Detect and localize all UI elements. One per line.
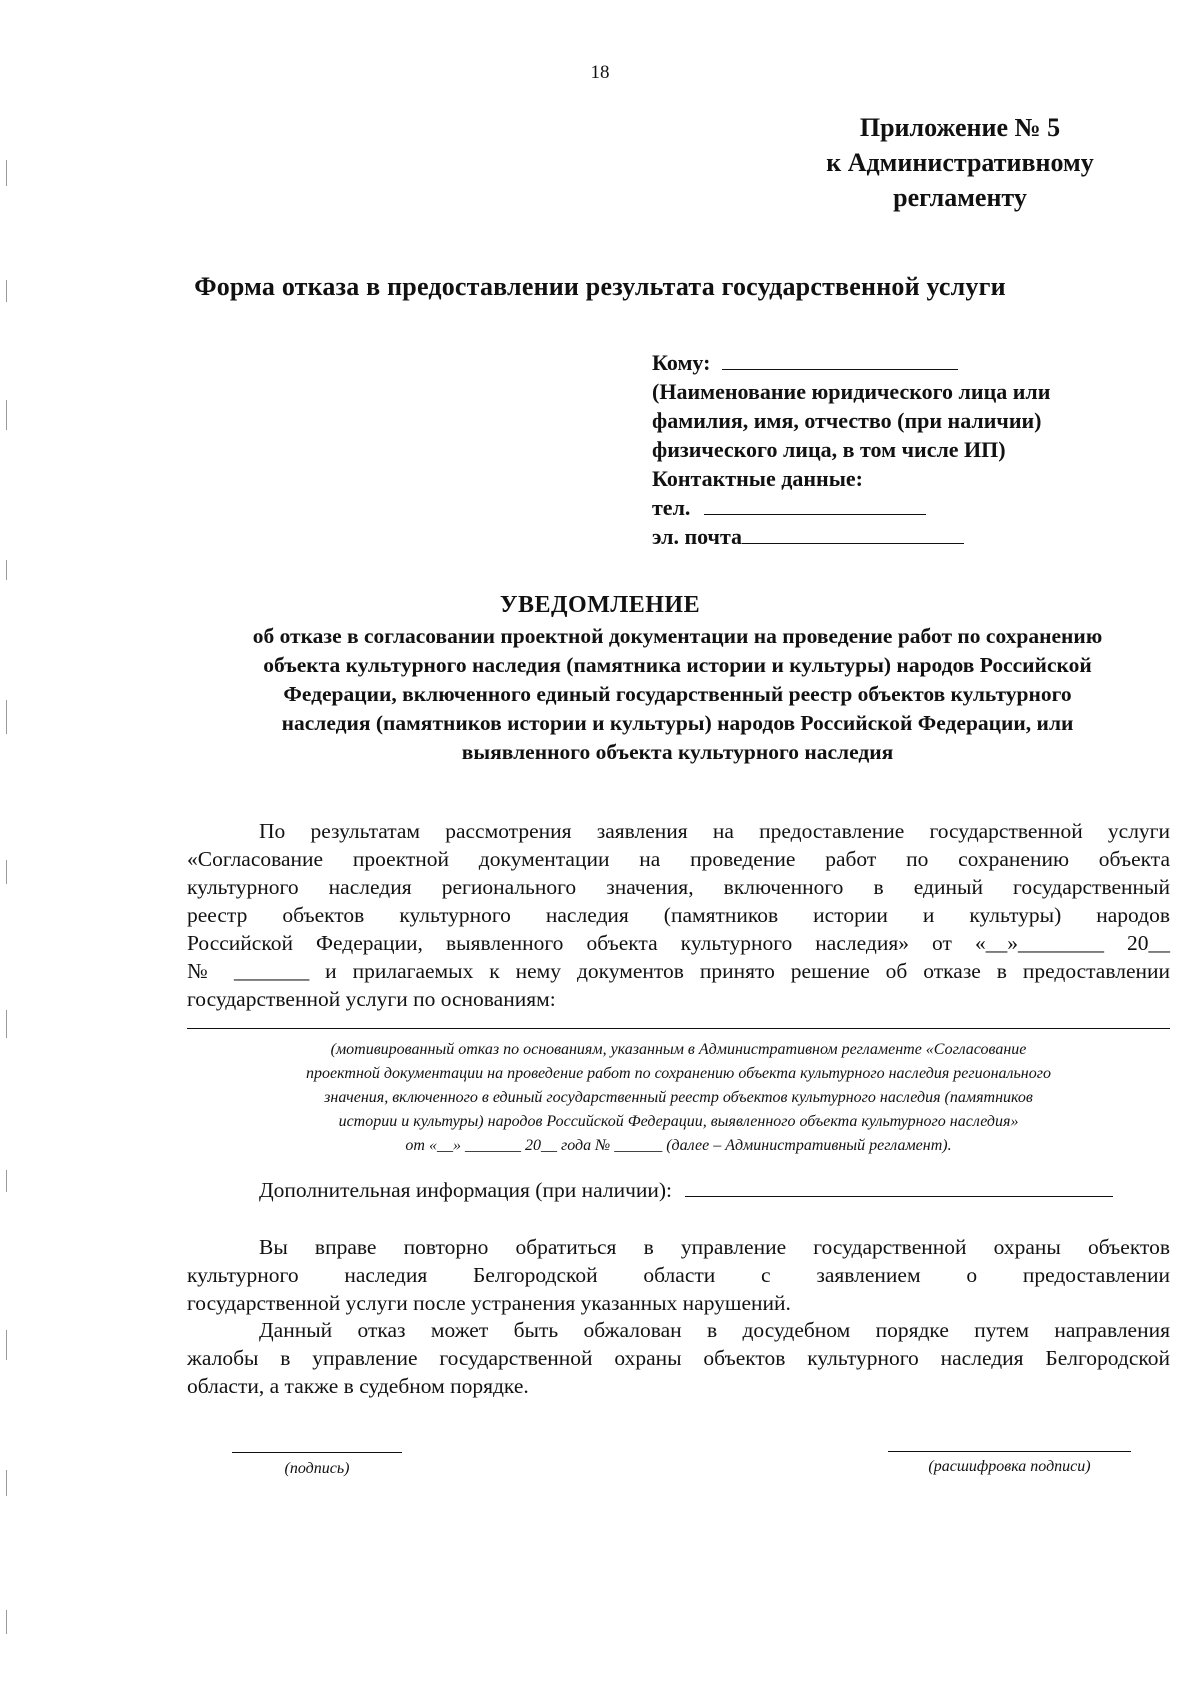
paragraph-line: государственной услуги после устранения указанных нарушений. xyxy=(187,1291,791,1315)
reason-note-line: (мотивированный отказ по основаниям, указанным в Административном регламенте «Согласование xyxy=(330,1041,1027,1058)
recipient-to-label: Кому: xyxy=(652,350,711,375)
scan-mark xyxy=(6,1330,7,1360)
phone-field[interactable] xyxy=(704,496,926,515)
reason-note-line: от «__» _______ 20__ года № ______ (далее – Административный регламент). xyxy=(405,1137,952,1154)
notice-title: УВЕДОМЛЕНИЕ xyxy=(499,592,701,618)
paragraph-line: «Согласование проектной документации на проведение работ по сохранению объекта xyxy=(187,847,1170,871)
scan-mark xyxy=(6,1610,7,1634)
paragraph-line: Российской Федерации, выявленного объекта культурного наследия» от «__»________ 20__ xyxy=(187,931,1170,955)
recipient-name-field[interactable] xyxy=(722,351,958,370)
paragraph-line: области, а также в судебном порядке. xyxy=(187,1374,529,1398)
appendix-line: регламенту xyxy=(893,183,1027,212)
scan-mark xyxy=(6,1470,7,1496)
signature-caption: (подпись) xyxy=(284,1460,350,1477)
additional-info-row xyxy=(259,1178,1170,1203)
recipient-hint-line: (Наименование юридического лица или xyxy=(652,379,1051,404)
notice-subtitle-line: наследия (памятников истории и культуры) народов Российской Федерации, или xyxy=(281,711,1074,735)
reason-note-line: истории и культуры) народов Российской Федерации, выявленного объекта культурного наследия» xyxy=(338,1113,1019,1130)
email-label: эл. почта xyxy=(652,524,743,549)
scan-margin-marks xyxy=(6,0,10,1697)
additional-info-label: Дополнительная информация (при наличии): xyxy=(259,1178,673,1202)
scan-mark xyxy=(6,860,7,884)
notice-subtitle-line: об отказе в согласовании проектной документации на проведение работ по сохранению xyxy=(252,624,1103,648)
reason-note-line: проектной документации на проведение работ по сохранению объекта культурного наследия регионального xyxy=(306,1065,1051,1082)
paragraph-line: По результатам рассмотрения заявления на предоставление государственной услуги xyxy=(259,819,1170,843)
notice-subtitle xyxy=(185,622,1170,767)
recipient-hint-line: фамилия, имя, отчество (при наличии) xyxy=(652,408,1042,433)
paragraph-line: культурного наследия Белгородской области с заявлением о предоставлении xyxy=(187,1263,1170,1287)
scan-mark xyxy=(6,400,7,430)
contacts-label: Контактные данные: xyxy=(652,466,863,491)
email-field[interactable] xyxy=(742,525,964,544)
phone-label: тел. xyxy=(652,495,691,520)
email-row xyxy=(652,522,1172,551)
scan-mark xyxy=(6,700,7,734)
phone-row xyxy=(652,493,1172,522)
notice-subtitle-line: Федерации, включенного единый государственный реестр объектов культурного xyxy=(283,682,1072,706)
paragraph-line: Данный отказ может быть обжалован в досудебном порядке путем направления xyxy=(259,1318,1170,1342)
reason-note xyxy=(187,1038,1170,1158)
scan-mark xyxy=(6,1170,7,1192)
paragraph-line: реестр объектов культурного наследия (памятников истории и культуры) народов xyxy=(187,903,1170,927)
signature-decoding-caption: (расшифровка подписи) xyxy=(928,1458,1091,1475)
paragraph-line: культурного наследия регионального значения, включенного в единый государственный xyxy=(187,875,1170,899)
signature-decoding-field[interactable] xyxy=(888,1451,1131,1452)
signature-field[interactable] xyxy=(232,1452,402,1453)
recipient-block xyxy=(652,348,1172,551)
notice-subtitle-line: объекта культурного наследия (памятника истории и культуры) народов Российской xyxy=(263,653,1092,677)
appendix-line: к Административному xyxy=(826,148,1094,177)
appendix-header xyxy=(820,110,1100,215)
reason-note-line: значения, включенного в единый государственный реестр объектов культурного наследия (памятников xyxy=(324,1089,1033,1106)
reapply-paragraph xyxy=(187,1233,1170,1317)
paragraph-line: № _______ и прилагаемых к нему документов принято решение об отказе в предоставлении xyxy=(187,959,1170,983)
recipient-to-row xyxy=(652,348,1172,377)
notice-subtitle-line: выявленного объекта культурного наследия xyxy=(461,740,894,764)
form-title: Форма отказа в предоставлении результата государственной услуги xyxy=(194,272,1006,301)
page-number: 18 xyxy=(590,62,610,83)
paragraph-line: государственной услуги по основаниям: xyxy=(187,987,556,1011)
scan-mark xyxy=(6,160,7,186)
additional-info-field[interactable] xyxy=(685,1178,1113,1197)
reason-input-line[interactable] xyxy=(187,1028,1170,1029)
recipient-hint-line: физического лица, в том числе ИП) xyxy=(652,437,1006,462)
decision-paragraph xyxy=(187,817,1170,1013)
scan-mark xyxy=(6,560,7,580)
scan-mark xyxy=(6,1010,7,1038)
paragraph-line: жалобы в управление государственной охраны объектов культурного наследия Белгородской xyxy=(187,1346,1170,1370)
appeal-paragraph xyxy=(187,1316,1170,1400)
paragraph-line: Вы вправе повторно обратиться в управление государственной охраны объектов xyxy=(259,1235,1170,1259)
appendix-line: Приложение № 5 xyxy=(859,113,1061,142)
